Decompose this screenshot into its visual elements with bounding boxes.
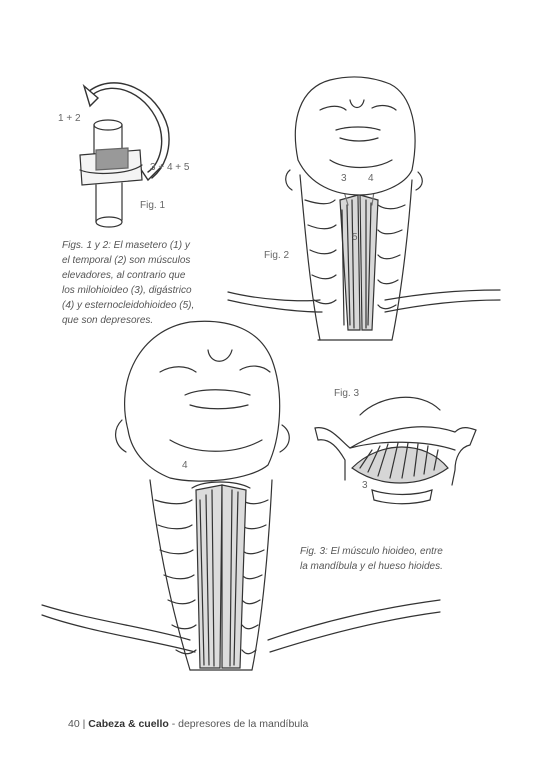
large-drawing-marker-4: 4 [182,460,188,471]
caption-line: elevadores, al contrario que [62,270,186,281]
fig1-marker-1-2: 1 + 2 [58,113,81,124]
footer-separator: | [82,718,86,730]
fig3-label: Fig. 3 [334,388,360,399]
fig1-marker-3-4-5: 3 + 4 + 5 [150,162,190,173]
topic-title: - depresores de la mandíbula [171,718,309,730]
caption-figs-1-2 [62,238,232,328]
page-footer [68,718,308,730]
caption-line: el temporal (2) son músculos [62,255,191,266]
fig2-marker-5: 5 [352,232,358,243]
section-title: Cabeza & cuello [88,718,169,730]
caption-line: que son depresores. [62,315,154,326]
fig2-marker-3: 3 [341,173,347,184]
caption-line: (4) y esternocleidohioideo (5), [62,300,195,311]
fig2-head-drawing [228,77,500,340]
fig3-jaw-drawing [315,397,476,503]
caption-fig-3 [300,544,480,574]
fig2-marker-4: 4 [368,173,374,184]
fig2-label: Fig. 2 [264,250,290,261]
caption-line: Figs. 1 y 2: El masetero (1) y [62,240,190,251]
page-number: 40 [68,718,80,730]
caption-line: los milohioideo (3), digástrico [62,285,192,296]
caption-line: Fig. 3: El músculo hioideo, entre [300,546,443,557]
fig1-label: Fig. 1 [140,200,166,211]
fig3-marker-3: 3 [362,480,368,491]
caption-line: la mandíbula y el hueso hioides. [300,561,443,572]
